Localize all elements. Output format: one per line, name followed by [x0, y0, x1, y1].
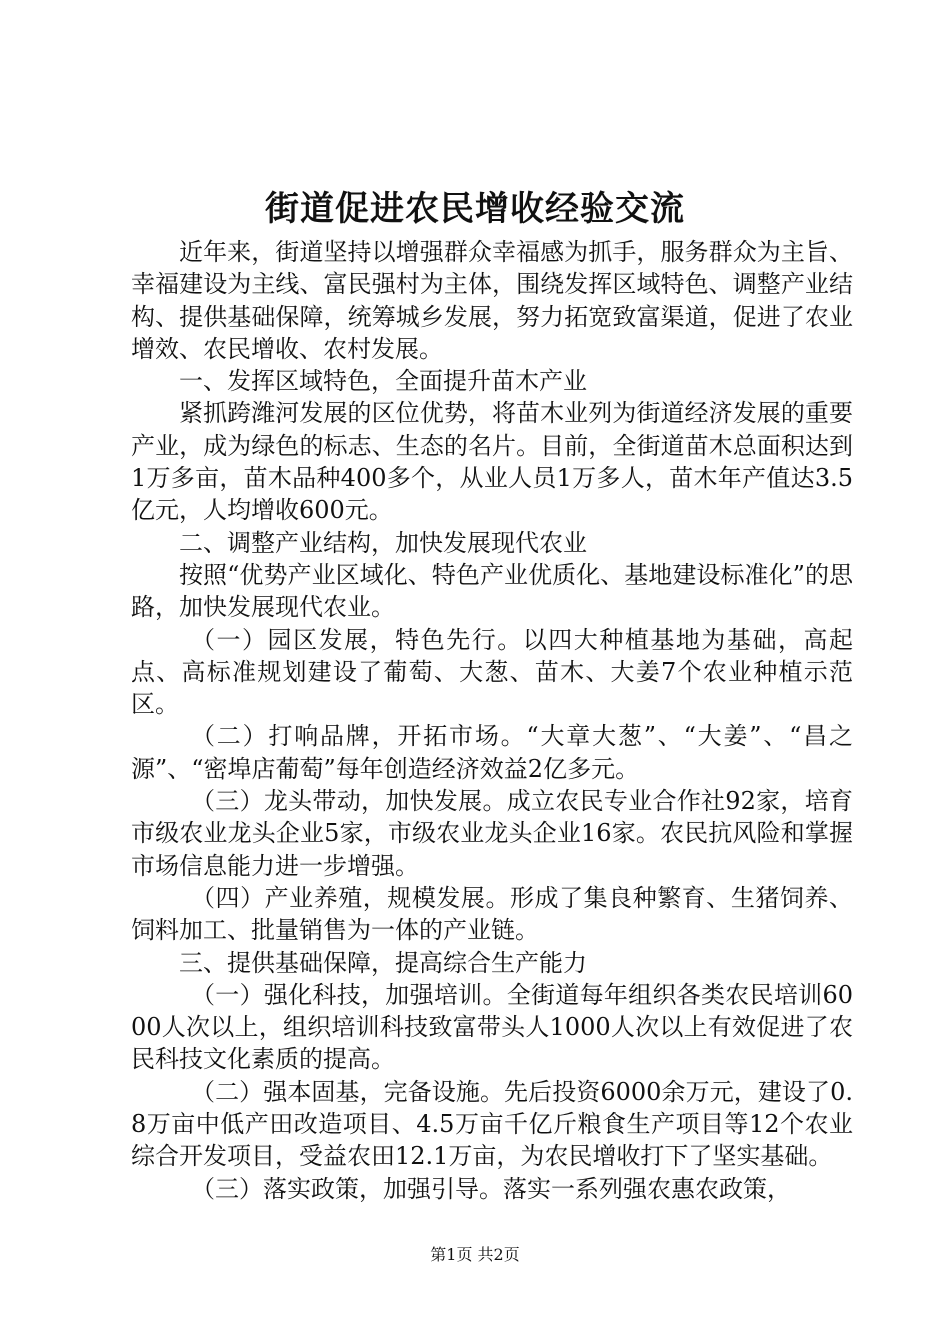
section-2-paragraph: 按照“优势产业区域化、特色产业优质化、基地建设标准化”的思路，加快发展现代农业。 — [131, 560, 853, 622]
section-3-item-3: （三）落实政策，加强引导。落实一系列强农惠农政策， — [191, 1174, 791, 1203]
document-body — [131, 236, 853, 1205]
intro-paragraph: 近年来，街道坚持以增强群众幸福感为抓手，服务群众为主旨、幸福建设为主线、富民强村为主体，围绕发挥区域特色、调整产业结构、提供基础保障，统筹城乡发展，努力拓宽致富渠道，促进了农业增效、农民增收、农村发展。 — [131, 238, 853, 363]
document-title: 街道促进农民增收经验交流 — [265, 189, 685, 229]
section-3-item-1: （一）强化科技，加强培训。全街道每年组织各类农民培训6000人次以上，组织培训科技致富带头人1000人次以上有效促进了农民科技文化素质的提高。 — [131, 980, 853, 1074]
section-heading-2: 二、调整产业结构，加快发展现代农业 — [179, 528, 587, 557]
section-2-item-2: （二）打响品牌，开拓市场。“大章大葱”、“大姜”、“昌之源”、“密埠店葡萄”每年创造经济效益2亿多元。 — [131, 722, 853, 783]
section-3-item-2: （二）强本固基，完备设施。先后投资6000余万元，建设了0.8万亩中低产田改造项目、4.5万亩千亿斤粮食生产项目等12个农业综合开发项目，受益农田12.1万亩，为农民增收打下了坚实基础。 — [131, 1077, 853, 1171]
section-1-paragraph: 紧抓跨潍河发展的区位优势，将苗木业列为街道经济发展的重要产业，成为绿色的标志、生态的名片。目前，全街道苗木总面积达到1万多亩，苗木品种400多个，从业人员1万多人，苗木年产值达3.5亿元，人均增收600元。 — [131, 399, 853, 525]
section-2-item-4: （四）产业养殖，规模发展。形成了集良种繁育、生猪饲养、饲料加工、批量销售为一体的产业链。 — [131, 883, 853, 945]
section-heading-3: 三、提供基础保障，提高综合生产能力 — [179, 948, 587, 977]
section-2-item-1: （一）园区发展，特色先行。以四大种植基地为基础，高起点、高标准规划建设了葡萄、大葱、苗木、大姜7个农业种植示范区。 — [131, 625, 853, 719]
section-heading-1: 一、发挥区域特色，全面提升苗木产业 — [179, 367, 587, 396]
section-2-item-3: （三）龙头带动，加快发展。成立农民专业合作社92家，培育市级农业龙头企业5家，市级农业龙头企业16家。农民抗风险和掌握市场信息能力进一步增强。 — [131, 787, 853, 880]
page-number-footer: 第1页 共2页 — [430, 1245, 520, 1264]
